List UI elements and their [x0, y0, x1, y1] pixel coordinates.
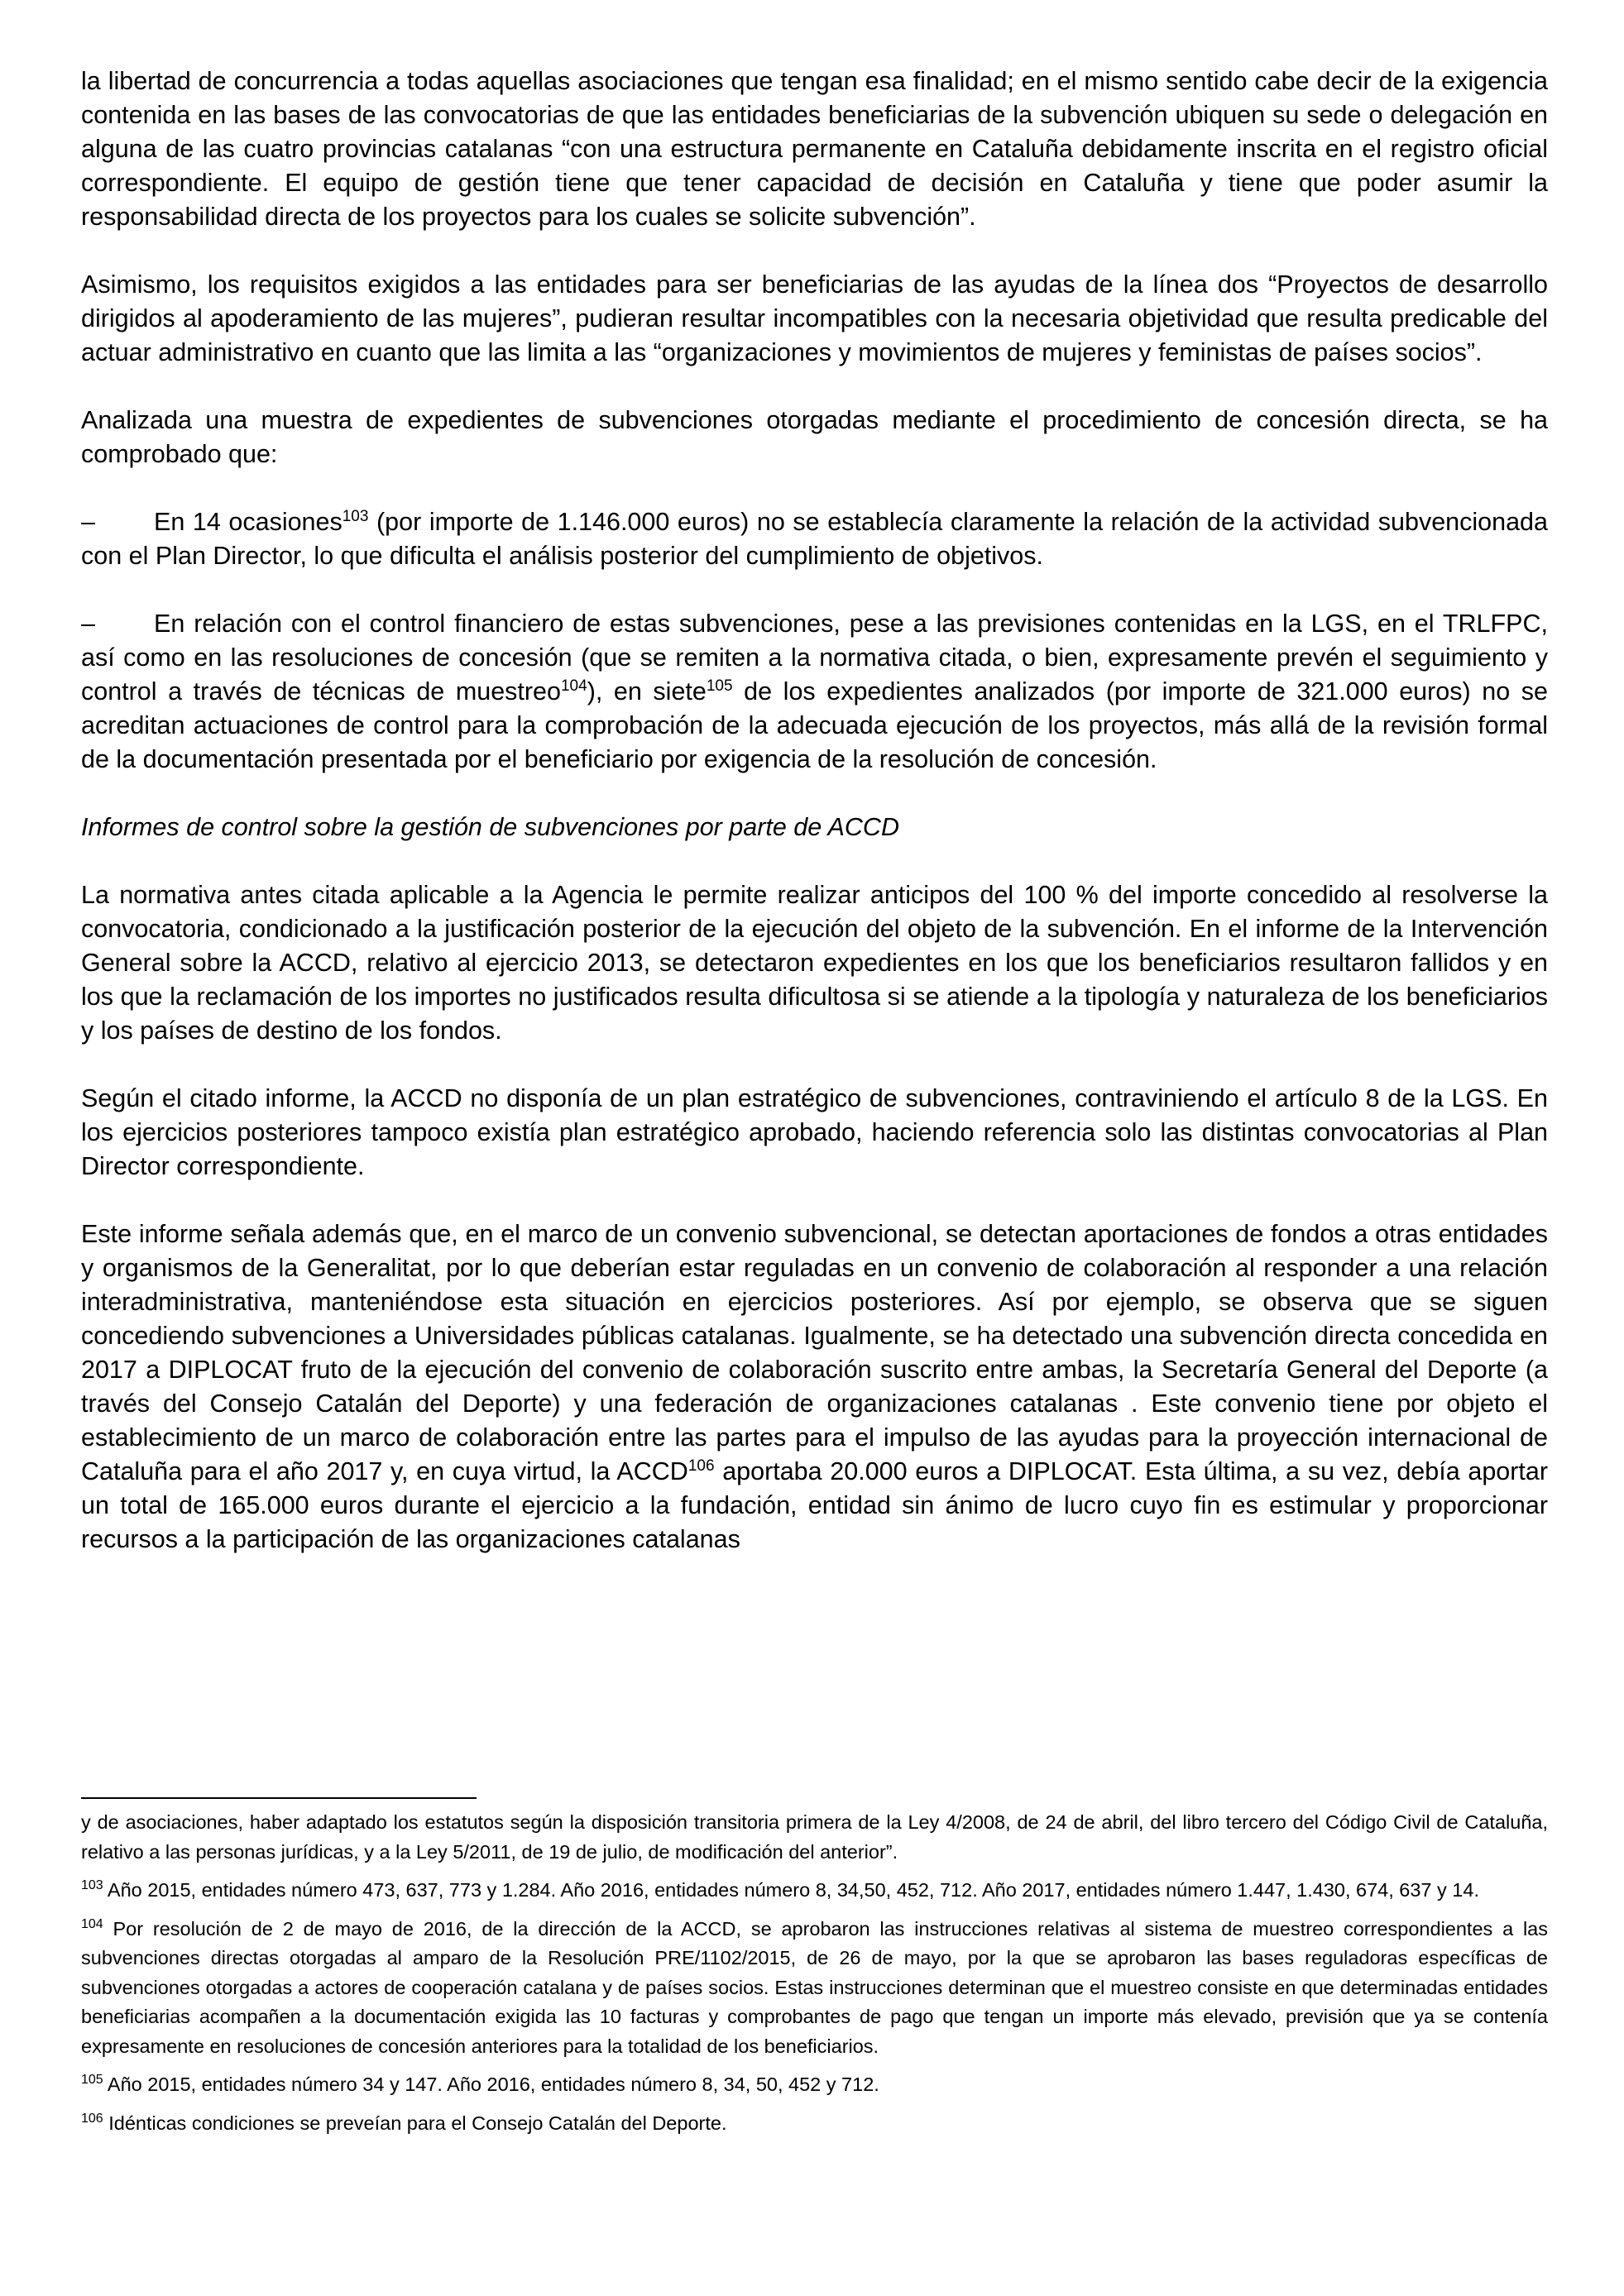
footnote-text: Año 2015, entidades número 473, 637, 773 y 1.284. Año 2016, entidades número 8, 34,50, 452, 712. Año 2017, entidades número 1.447, 1.430, 674, 637 y 14.: [103, 1879, 1479, 1901]
footnote-103: [81, 1876, 1548, 1906]
footnote-ref[interactable]: 105: [706, 677, 733, 695]
footnote-number: 105: [81, 2073, 103, 2088]
dash-bullet: –: [81, 508, 95, 536]
section-heading: Informes de control sobre la gestión de subvenciones por parte de ACCD: [81, 813, 899, 841]
paragraph: La normativa antes citada aplicable a la Agencia le permite realizar anticipos del 100 % del importe concedido al resolverse la convocatoria, condicionado a la justificación posterior de la ejecución del objeto de la subvención. En el informe de la Intervención General sobre la ACCD, relativo al ejercicio 2013, se detectaron expedientes en los que los beneficiarios resultaron fallidos y en los que la reclamación de los importes no justificados resulta dificultosa si se atiende a la tipología y naturaleza de los beneficiarios y los países de destino de los fondos.: [81, 881, 1548, 1045]
footnote-separator: [81, 1797, 477, 1799]
bullet-text: de los expedientes analizados (por importe de 321.000 euros) no se acreditan actuaciones de control para la comprobación de la adecuada ejecución de los proyectos, más allá de la revisión formal de la documentación presentada por el beneficiario por exigencia de la resolución de concesión.: [81, 677, 1548, 773]
paragraph: Asimismo, los requisitos exigidos a las entidades para ser beneficiarias de las ayudas de la línea dos “Proyectos de desarrollo dirigidos al apoderamiento de las mujeres”, pudieran resultar incompatibles con la necesaria objetividad que resulta predicable del actuar administrativo en cuanto que las limita a las “organizaciones y movimientos de mujeres y feministas de países socios”.: [81, 270, 1548, 366]
footnote-105: [81, 2070, 1548, 2100]
paragraph: Analizada una muestra de expedientes de subvenciones otorgadas mediante el procedimiento de concesión directa, se ha comprobado que:: [81, 406, 1548, 468]
footnote-text: Por resolución de 2 de mayo de 2016, de la dirección de la ACCD, se aprobaron las instrucciones relativas al sistema de muestreo correspondientes a las subvenciones directas otorgadas al amparo de la Resolución PRE/1102/2015, de 26 de mayo, por la que se aprobaron las bases reguladoras específicas de subvenciones otorgadas a actores de cooperación catalana y de países socios. Estas instrucciones determinan que el muestreo consiste en que determinadas entidades beneficiarias acompañen a la documentación exigida las 10 facturas y comprobantes de pago que tengan un importe más elevado, previsión que ya se contenía expresamente en resoluciones de concesión anteriores para la totalidad de los beneficiarios.: [81, 1917, 1548, 2057]
paragraph: [81, 1217, 1548, 1557]
footnote-ref[interactable]: 104: [560, 677, 587, 695]
bullet-item: [81, 505, 1548, 573]
footnote-106: [81, 2109, 1548, 2139]
bullet-text: ), en siete: [587, 677, 707, 706]
footnote-number: 103: [81, 1878, 103, 1893]
paragraph-text: aportaba 20.000 euros a DIPLOCAT. Esta última, a su vez, debía aportar un total de 165.000 euros durante el ejercicio a la fundación, entidad sin ánimo de lucro cuyo fin es estimular y proporcionar recursos a la participación de las organizaciones catalanas: [81, 1457, 1548, 1553]
dash-bullet: –: [81, 610, 95, 638]
footnote-number: 106: [81, 2111, 103, 2126]
footnote-ref[interactable]: 106: [687, 1457, 715, 1475]
paragraph-text: Este informe señala además que, en el marco de un convenio subvencional, se detectan aportaciones de fondos a otras entidades y organismos de la Generalitat, por lo que deberían estar reguladas en un convenio de colaboración al responder a una relación interadministrativa, manteniéndose esta situación en ejercicios posteriores. Así por ejemplo, se observa que se siguen concediendo subvenciones a Universidades públicas catalanas. Igualmente, se ha detectado una subvención directa concedida en 2017 a DIPLOCAT fruto de la ejecución del convenio de colaboración suscrito entre ambas, la Secretaría General del Deporte (a través del Consejo Catalán del Deporte) y una federación de organizaciones catalanas . Este convenio tiene por objeto el establecimiento de un marco de colaboración entre las partes para el impulso de las ayudas para la proyección internacional de Cataluña para el año 2017 y, en cuya virtud, la ACCD: [81, 1220, 1548, 1485]
footnote-text: Idénticas condiciones se preveían para el Consejo Catalán del Deporte.: [103, 2112, 727, 2134]
footnote-continuation: y de asociaciones, haber adaptado los estatutos según la disposición transitoria primera de la Ley 4/2008, de 24 de abril, del libro tercero del Código Civil de Cataluña, relativo a las personas jurídicas, y a la Ley 5/2011, de 19 de julio, de modificación del anterior”.: [81, 1811, 1548, 1863]
bullet-text: En 14 ocasiones: [154, 508, 343, 536]
main-text: [81, 65, 1548, 1590]
footnote-number: 104: [81, 1916, 103, 1931]
bullet-item: [81, 607, 1548, 777]
paragraph: Según el citado informe, la ACCD no disponía de un plan estratégico de subvenciones, contraviniendo el artículo 8 de la LGS. En los ejercicios posteriores tampoco existía plan estratégico aprobado, haciendo referencia solo las distintas convocatorias al Plan Director correspondiente.: [81, 1084, 1548, 1180]
bullet-text: (por importe de 1.146.000 euros) no se establecía claramente la relación de la actividad subvencionada con el Plan Director, lo que dificulta el análisis posterior del cumplimiento de objetivos.: [81, 508, 1548, 570]
footnote-ref[interactable]: 103: [342, 507, 369, 525]
paragraph: la libertad de concurrencia a todas aquellas asociaciones que tengan esa finalidad; en el mismo sentido cabe decir de la exigencia contenida en las bases de las convocatorias de que las entidades beneficiarias de la subvención ubiquen su sede o delegación en alguna de las cuatro provincias catalanas “con una estructura permanente en Cataluña debidamente inscrita en el registro oficial correspondiente. El equipo de gestión tiene que tener capacidad de decisión en Cataluña y tiene que poder asumir la responsabilidad directa de los proyectos para los cuales se solicite subvención”.: [81, 67, 1548, 231]
footnote-104: [81, 1915, 1548, 2062]
footnotes: [81, 1808, 1548, 2147]
footnote-text: Año 2015, entidades número 34 y 147. Año 2016, entidades número 8, 34, 50, 452 y 712.: [103, 2074, 879, 2095]
bullet-text: En relación con el control financiero de estas subvenciones, pese a las previsiones contenidas en la LGS, en el TRLFPC, así como en las resoluciones de concesión (que se remiten a la normativa citada, o bien, expresamente prevén el seguimiento y control a través de técnicas de muestreo: [81, 610, 1548, 706]
